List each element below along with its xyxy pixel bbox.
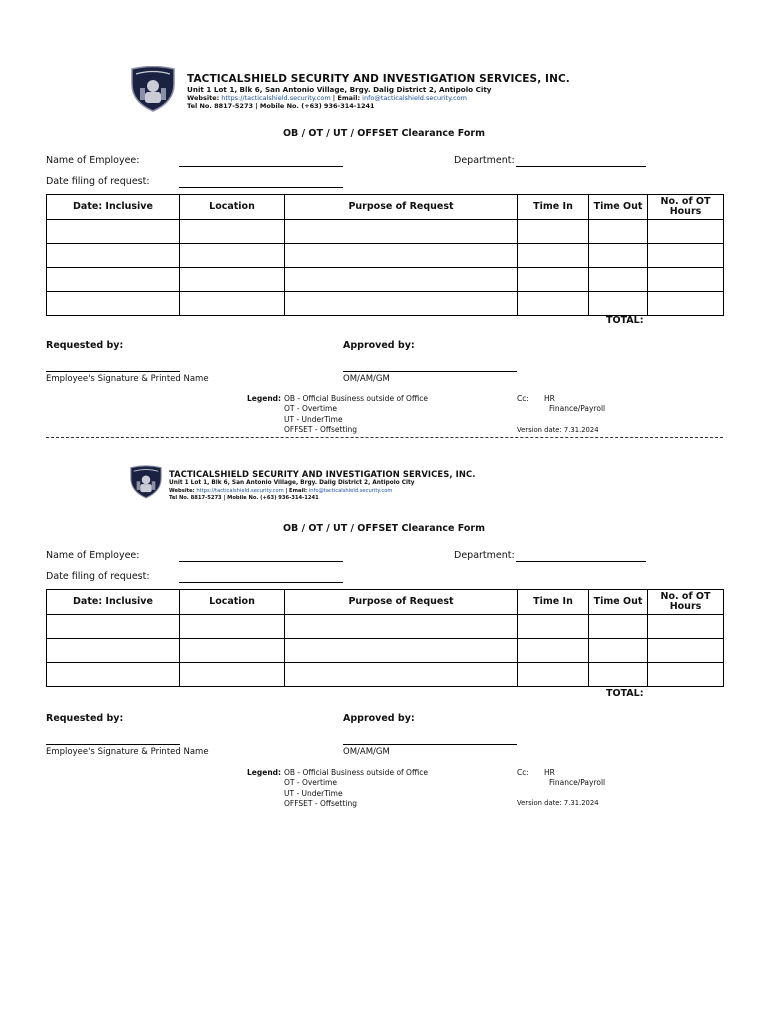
department-label: Department:: [454, 550, 515, 561]
table-row: [47, 268, 724, 292]
cc-item: Finance/Payroll: [549, 778, 606, 788]
company-shield-logo: [128, 66, 178, 112]
legend-label: Legend:: [247, 394, 282, 403]
cc-item: HR: [544, 394, 555, 403]
legend-item: OT - Overtime: [284, 404, 337, 414]
email-link[interactable]: info@tacticalshield.security.com: [362, 94, 467, 102]
form-copy-1: [0, 0, 768, 437]
col-time-out: Time Out: [589, 590, 648, 615]
version-date: Version date: 7.31.2024: [517, 426, 599, 434]
cell[interactable]: [285, 268, 518, 292]
cell[interactable]: [518, 639, 589, 663]
total-label: TOTAL:: [606, 688, 644, 699]
company-shield-logo: [128, 460, 164, 504]
email-link[interactable]: info@tacticalshield.security.com: [308, 488, 393, 494]
website-label: Website:: [187, 94, 220, 102]
col-purpose: Purpose of Request: [285, 590, 518, 615]
col-time-in: Time In: [518, 195, 589, 220]
table-header-row: [47, 195, 724, 220]
date-filing-label: Date filing of request:: [46, 176, 150, 187]
request-table: [46, 194, 724, 316]
name-field[interactable]: [179, 166, 343, 167]
cell[interactable]: [47, 292, 180, 316]
employee-signature-caption: Employee's Signature & Printed Name: [46, 374, 209, 384]
department-label: Department:: [454, 155, 515, 166]
cut-line-divider: [46, 437, 723, 438]
cell[interactable]: [589, 292, 648, 316]
date-filing-label: Date filing of request:: [46, 571, 150, 582]
cell[interactable]: [47, 615, 180, 639]
col-date-inclusive: Date: Inclusive: [47, 590, 180, 615]
legend-item: OFFSET - Offsetting: [284, 798, 358, 808]
form-title: OB / OT / UT / OFFSET Clearance Form: [282, 128, 486, 139]
cell[interactable]: [648, 244, 724, 268]
cell[interactable]: [648, 268, 724, 292]
approved-by-label: Approved by:: [343, 340, 415, 351]
company-name: TACTICALSHIELD SECURITY AND INVESTIGATION SERVICES, INC.: [169, 469, 476, 479]
cell[interactable]: [47, 244, 180, 268]
date-filing-field[interactable]: [179, 582, 343, 583]
col-time-out: Time Out: [589, 195, 648, 220]
cell[interactable]: [589, 268, 648, 292]
cell[interactable]: [180, 220, 285, 244]
cell[interactable]: [285, 244, 518, 268]
col-location: Location: [180, 590, 285, 615]
legend-label: Legend:: [247, 768, 282, 777]
table-header-row: [47, 590, 724, 615]
cc-label: Cc:: [517, 768, 529, 777]
company-address: Unit 1 Lot 1, Blk 6, San Antonio Village, Brgy. Dalig District 2, Antipolo City: [187, 85, 492, 94]
legend-item: OB - Official Business outside of Office: [284, 394, 428, 403]
name-label: Name of Employee:: [46, 155, 140, 166]
cell[interactable]: [518, 292, 589, 316]
cell[interactable]: [285, 292, 518, 316]
website-label: Website:: [169, 488, 195, 494]
cell[interactable]: [589, 663, 648, 687]
cell[interactable]: [285, 663, 518, 687]
cc-item: HR: [544, 768, 555, 777]
cell[interactable]: [180, 615, 285, 639]
cell[interactable]: [589, 639, 648, 663]
website-link[interactable]: https://tacticalshield.security.com: [221, 94, 331, 102]
cell[interactable]: [285, 639, 518, 663]
website-link[interactable]: https://tacticalshield.security.com: [196, 488, 284, 494]
cell[interactable]: [180, 639, 285, 663]
approver-role-caption: OM/AM/GM: [343, 747, 390, 757]
company-website-line: [169, 488, 392, 494]
name-field[interactable]: [179, 561, 343, 562]
employee-signature-line[interactable]: [46, 744, 180, 745]
requested-by-label: Requested by:: [46, 340, 124, 351]
cell[interactable]: [518, 615, 589, 639]
name-label: Name of Employee:: [46, 550, 140, 561]
legend-list: [284, 394, 428, 435]
cell[interactable]: [180, 244, 285, 268]
col-location: Location: [180, 195, 285, 220]
cell[interactable]: [648, 220, 724, 244]
version-date: Version date: 7.31.2024: [517, 799, 599, 807]
col-ot-hours: No. of OT Hours: [648, 195, 724, 220]
legend-item: OFFSET - Offsetting: [284, 424, 358, 434]
table-row: [47, 663, 724, 687]
cc-item: Finance/Payroll: [549, 404, 606, 414]
cell[interactable]: [180, 663, 285, 687]
col-ot-hours: No. of OT Hours: [648, 590, 724, 615]
cc-list: [544, 768, 605, 789]
legend-item: UT - UnderTime: [284, 788, 343, 798]
legend-item: OT - Overtime: [284, 778, 337, 788]
total-label: TOTAL:: [606, 315, 644, 326]
cell[interactable]: [589, 615, 648, 639]
approved-by-label: Approved by:: [343, 713, 415, 724]
cell[interactable]: [285, 220, 518, 244]
form-title: OB / OT / UT / OFFSET Clearance Form: [282, 523, 486, 534]
cell[interactable]: [648, 615, 724, 639]
cell[interactable]: [180, 292, 285, 316]
legend-item: OB - Official Business outside of Office: [284, 768, 428, 777]
col-time-in: Time In: [518, 590, 589, 615]
cell[interactable]: [285, 615, 518, 639]
cell[interactable]: [180, 268, 285, 292]
table-row: [47, 244, 724, 268]
company-name: TACTICALSHIELD SECURITY AND INVESTIGATION SERVICES, INC.: [187, 73, 570, 85]
employee-signature-line[interactable]: [46, 371, 180, 372]
approver-signature-line[interactable]: [343, 371, 517, 372]
cell[interactable]: [47, 663, 180, 687]
employee-signature-caption: Employee's Signature & Printed Name: [46, 747, 209, 757]
table-row: [47, 615, 724, 639]
cc-label: Cc:: [517, 394, 529, 403]
company-website-line: [187, 94, 467, 102]
request-table: [46, 589, 724, 687]
table-row: [47, 292, 724, 316]
legend-list: [284, 768, 428, 809]
cc-list: [544, 394, 605, 415]
requested-by-label: Requested by:: [46, 713, 124, 724]
cell[interactable]: [648, 639, 724, 663]
approver-role-caption: OM/AM/GM: [343, 374, 390, 384]
department-field[interactable]: [516, 561, 646, 562]
company-tel: Tel No. 8817-5273 | Mobile No. (+63) 936-314-1241: [169, 495, 319, 501]
company-address: Unit 1 Lot 1, Blk 6, San Antonio Village, Brgy. Dalig District 2, Antipolo City: [169, 480, 415, 486]
col-purpose: Purpose of Request: [285, 195, 518, 220]
cell[interactable]: [47, 268, 180, 292]
cell[interactable]: [518, 268, 589, 292]
company-tel: Tel No. 8817-5273 | Mobile No. (+63) 936-314-1241: [187, 102, 375, 110]
cell[interactable]: [47, 639, 180, 663]
col-date-inclusive: Date: Inclusive: [47, 195, 180, 220]
cell[interactable]: [518, 663, 589, 687]
legend-item: UT - UnderTime: [284, 414, 343, 424]
date-filing-field[interactable]: [179, 187, 343, 188]
approver-signature-line[interactable]: [343, 744, 517, 745]
cell[interactable]: [589, 220, 648, 244]
department-field[interactable]: [516, 166, 646, 167]
cell[interactable]: [648, 663, 724, 687]
cell[interactable]: [47, 220, 180, 244]
cell[interactable]: [518, 220, 589, 244]
cell[interactable]: [518, 244, 589, 268]
cell[interactable]: [589, 244, 648, 268]
email-label: | Email:: [285, 488, 308, 494]
table-row: [47, 220, 724, 244]
table-row: [47, 639, 724, 663]
cell[interactable]: [648, 292, 724, 316]
email-label: | Email:: [332, 94, 361, 102]
